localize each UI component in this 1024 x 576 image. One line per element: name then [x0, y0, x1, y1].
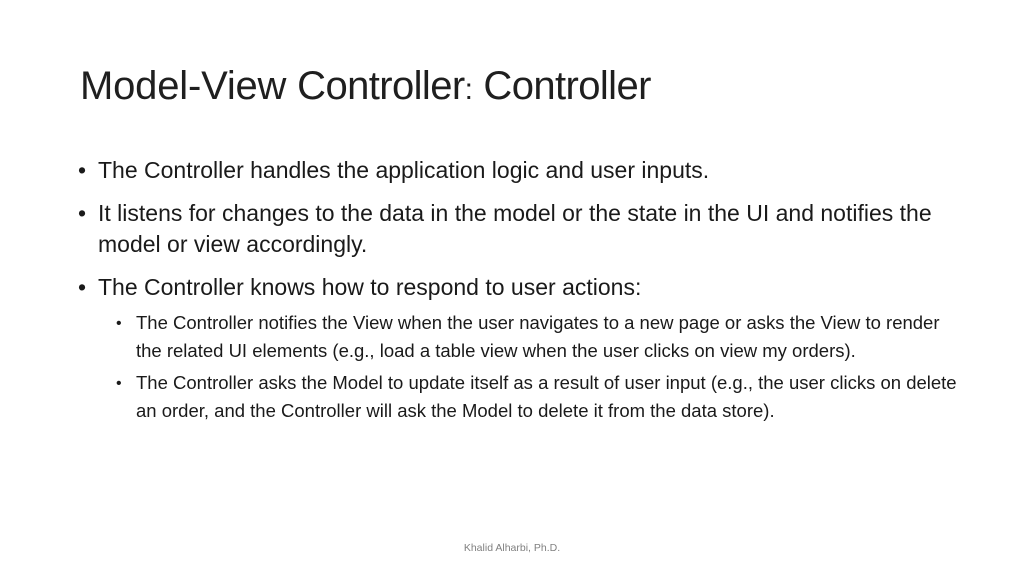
title-colon: :: [464, 73, 473, 106]
bullet-dot: •: [78, 157, 87, 183]
sub-bullet-list: [116, 309, 958, 425]
sub-bullet-dot: •: [116, 375, 122, 392]
bullet-text: The Controller handles the application logic and user inputs.: [98, 157, 710, 183]
sub-bullet-item: [116, 309, 958, 365]
slide-title: [80, 60, 960, 116]
bullet-item: [78, 155, 958, 186]
bullet-text: The Controller knows how to respond to user actions:: [98, 274, 642, 300]
bullet-list: [78, 155, 958, 429]
bullet-item: [78, 272, 958, 303]
sub-bullet-item: [116, 369, 958, 425]
sub-bullet-dot: •: [116, 315, 122, 332]
title-part-3: Controller: [472, 64, 651, 108]
bullet-dot: •: [78, 274, 87, 300]
bullet-item: [78, 198, 958, 260]
bullet-text: It listens for changes to the data in the model or the state in the UI and notifies the model or view accordingly.: [98, 200, 932, 257]
title-part-2: Controller: [297, 64, 465, 108]
bullet-dot: •: [78, 200, 87, 226]
title-part-1: Model-View: [80, 64, 298, 108]
sub-bullet-text: The Controller asks the Model to update itself as a result of user input (e.g., the user clicks on delete an order, and the Controller will ask the Model to delete it from the data store).: [136, 372, 957, 421]
sub-bullet-text: The Controller notifies the View when the user navigates to a new page or asks the View to render the related UI elements (e.g., load a table view when the user clicks on view my orders).: [136, 312, 940, 361]
footer-author: Khalid Alharbi, Ph.D.: [463, 542, 561, 554]
